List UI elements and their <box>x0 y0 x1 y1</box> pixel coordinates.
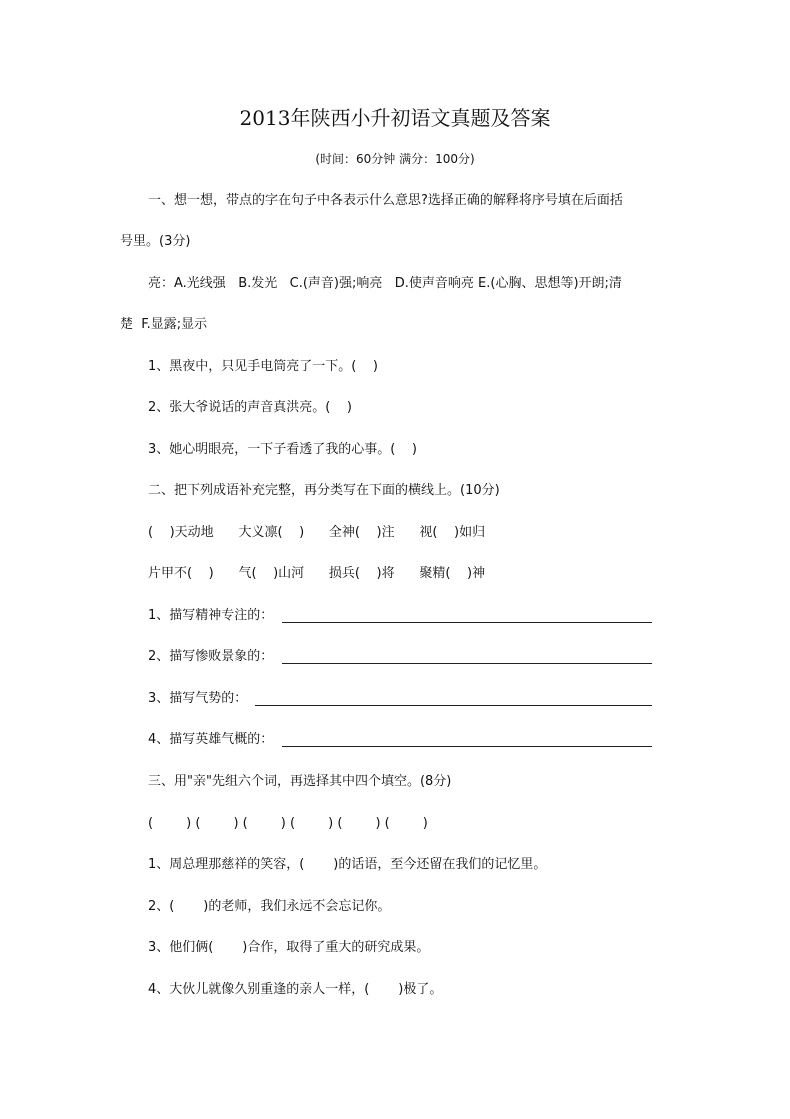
section1-question-1: 1、黑夜中，只见手电筒亮了一下。( ) <box>148 359 378 374</box>
document-subtitle: (时间：60分钟 满分：100分) <box>315 152 475 166</box>
section1-question-3: 3、她心明眼亮，一下子看透了我的心事。( ) <box>148 442 417 457</box>
section3-question-4: 4、大伙儿就像久别重逢的亲人一样，( )极了。 <box>148 982 443 997</box>
section2-idioms-row2: 片甲不( ) 气( )山河 损兵( )将 聚精( )神 <box>148 566 486 581</box>
section1-options-line2: 楚 F.显露;显示 <box>120 317 208 332</box>
section2-question-2: 2、描写惨败景象的： <box>148 649 274 664</box>
answer-line <box>282 746 652 747</box>
section2-idioms-row1: ( )天动地 大义凛( ) 全神( )注 视( )如归 <box>148 525 486 540</box>
section1-heading-line2: 号里。(3分) <box>120 234 191 249</box>
section2-heading: 二、把下列成语补充完整，再分类写在下面的横线上。(10分) <box>148 483 500 498</box>
section3-question-2: 2、( )的老师，我们永远不会忘记你。 <box>148 899 391 914</box>
answer-line <box>255 705 652 706</box>
section3-heading: 三、用"亲"先组六个词，再选择其中四个填空。(8分) <box>148 774 452 789</box>
document-title: 2013年陕西小升初语文真题及答案 <box>239 106 551 130</box>
section1-question-2: 2、张大爷说话的声音真洪亮。( ) <box>148 400 352 415</box>
section1-heading-line1: 一、想一想，带点的字在句子中各表示什么意思?选择正确的解释将序号填在后面括 <box>148 193 623 208</box>
section3-question-1: 1、周总理那慈祥的笑容，( )的话语，至今还留在我们的记忆里。 <box>148 857 547 872</box>
answer-line <box>282 622 652 623</box>
section2-question-1: 1、描写精神专注的： <box>148 608 274 623</box>
section3-question-3: 3、他们俩( )合作，取得了重大的研究成果。 <box>148 940 430 955</box>
answer-line <box>282 663 652 664</box>
section3-blanks: ( ) ( ) ( ) ( ) ( ) ( ) <box>148 816 428 831</box>
section2-question-4: 4、描写英雄气概的： <box>148 732 274 747</box>
section2-question-3: 3、描写气势的： <box>148 691 248 706</box>
section1-options-line1: 亮：A.光线强 B.发光 C.(声音)强;响亮 D.使声音响亮 E.(心胸、思想等)开朗;清 <box>148 276 622 291</box>
